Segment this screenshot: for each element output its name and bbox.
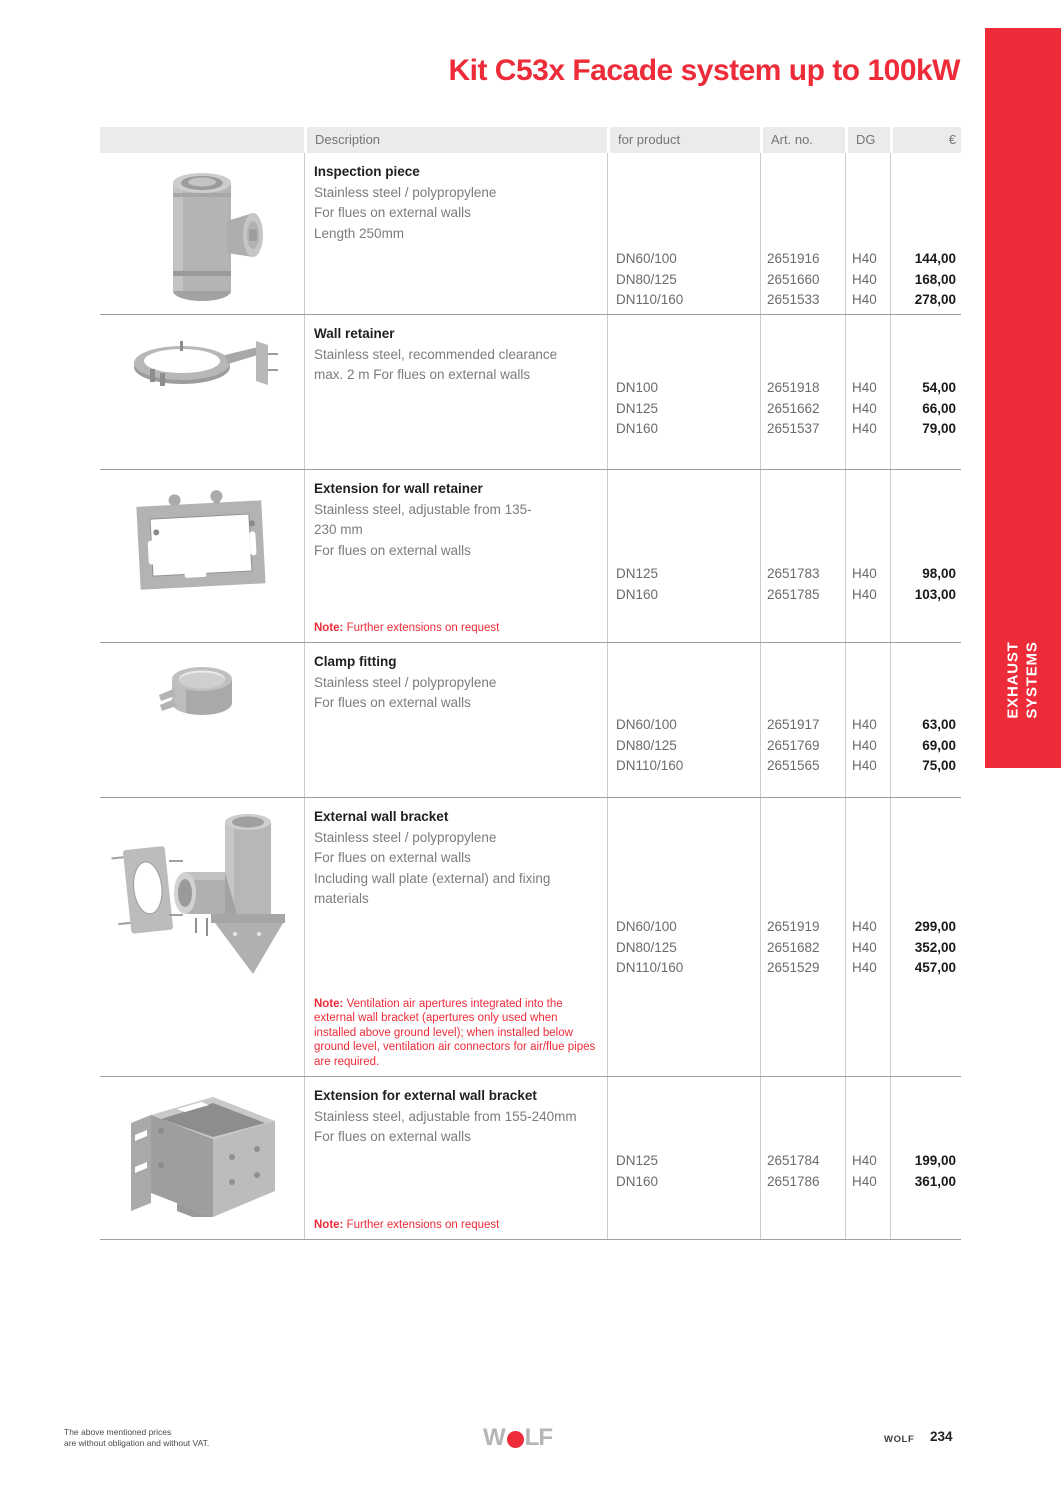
variant-price: 144,00 — [914, 251, 956, 266]
wall-retainer-icon — [122, 327, 282, 407]
external-wall-bracket-icon — [107, 810, 297, 990]
wolf-logo — [483, 1426, 552, 1450]
price-column — [890, 153, 961, 314]
description-line: Stainless steel / polypropylene — [314, 829, 497, 845]
inspection-piece-icon — [127, 165, 277, 307]
variant-dg: H40 — [852, 586, 877, 602]
product-note — [314, 1218, 597, 1233]
product-description — [314, 345, 597, 386]
product-description — [314, 500, 597, 562]
art-no-column — [760, 470, 845, 642]
description-cell — [304, 153, 607, 314]
variant-price: 63,00 — [922, 717, 956, 732]
art-no-column — [760, 315, 845, 469]
variant-price: 457,00 — [914, 960, 956, 975]
dg-column — [845, 315, 890, 469]
variant-dg: H40 — [852, 1153, 877, 1168]
product-name: Clamp fitting — [314, 654, 397, 669]
variant-dg: H40 — [852, 566, 877, 581]
variant-dg: H40 — [852, 251, 877, 266]
price-column — [890, 798, 961, 1076]
external-wall-bracket-extension-image — [100, 1077, 304, 1239]
description-cell — [304, 643, 607, 797]
variant-art-no: 2651916 — [767, 251, 820, 266]
table-row — [100, 470, 961, 643]
variant-price: 98,00 — [922, 566, 956, 581]
external-wall-bracket-extension-icon — [117, 1089, 287, 1217]
product-name: External wall bracket — [314, 809, 449, 824]
note-text: Further extensions on request — [343, 1218, 500, 1231]
variant-for-product: DN60/100 — [616, 919, 677, 934]
description-line: Stainless steel / polypropylene — [314, 674, 497, 690]
for-product-column — [607, 470, 760, 642]
note-label: Note: — [314, 997, 344, 1010]
product-description — [314, 673, 597, 714]
variant-art-no: 2651785 — [767, 586, 820, 602]
table-row — [100, 1077, 961, 1240]
variant-price: 299,00 — [914, 919, 956, 934]
variant-for-product: DN60/100 — [616, 251, 677, 266]
for-product-column — [607, 153, 760, 314]
section-tab-line2: SYSTEMS — [1024, 641, 1042, 719]
variant-for-product: DN80/125 — [616, 939, 677, 955]
description-line: For flues on external walls — [314, 542, 471, 558]
variant-price: 352,00 — [914, 939, 956, 955]
variant-for-product: DN60/100 — [616, 717, 677, 732]
variant-price: 103,00 — [914, 586, 956, 602]
variant-dg: H40 — [852, 737, 877, 753]
variant-dg: H40 — [852, 1173, 877, 1189]
price-column — [890, 643, 961, 797]
dg-column — [845, 1077, 890, 1239]
wolf-logo-red-dot-icon — [507, 1431, 524, 1448]
variant-price: 69,00 — [922, 737, 956, 753]
variant-art-no: 2651769 — [767, 737, 820, 753]
variant-dg: H40 — [852, 421, 877, 436]
wall-retainer-image — [100, 315, 304, 469]
variant-dg: H40 — [852, 758, 877, 773]
table-header-row — [100, 127, 961, 153]
variant-for-product: DN80/125 — [616, 271, 677, 287]
header-for-product: for product — [607, 127, 760, 153]
variant-price: 168,00 — [914, 271, 956, 287]
for-product-column — [607, 315, 760, 469]
dg-column — [845, 798, 890, 1076]
product-note — [314, 621, 597, 636]
for-product-column — [607, 643, 760, 797]
product-note — [314, 997, 597, 1070]
price-column — [890, 470, 961, 642]
description-line: For flues on external walls — [314, 205, 471, 220]
variant-dg: H40 — [852, 292, 877, 307]
variant-for-product: DN125 — [616, 400, 659, 416]
variant-price: 278,00 — [914, 292, 956, 307]
variant-art-no: 2651537 — [767, 421, 820, 436]
variant-for-product: DN125 — [616, 1153, 659, 1168]
price-column — [890, 1077, 961, 1239]
description-line: For flues on external walls — [314, 850, 471, 865]
product-name: Wall retainer — [314, 326, 395, 341]
variant-dg: H40 — [852, 400, 877, 416]
art-no-column — [760, 1077, 845, 1239]
page-number: 234 — [930, 1429, 953, 1444]
variant-art-no: 2651533 — [767, 292, 820, 307]
header-description: Description — [304, 127, 607, 153]
description-line: 230 mm — [314, 522, 363, 537]
description-line: Stainless steel / polypropylene — [314, 184, 497, 200]
variant-for-product: DN160 — [616, 586, 659, 602]
art-no-column — [760, 643, 845, 797]
note-text: Further extensions on request — [343, 621, 500, 634]
variant-dg: H40 — [852, 939, 877, 955]
variant-price: 199,00 — [914, 1153, 956, 1168]
variant-dg: H40 — [852, 271, 877, 287]
variant-for-product: DN110/160 — [616, 758, 684, 773]
variant-price: 75,00 — [922, 758, 956, 773]
variant-dg: H40 — [852, 380, 877, 395]
section-tab-line1: EXHAUST — [1005, 641, 1023, 719]
variant-dg: H40 — [852, 717, 877, 732]
variant-art-no: 2651682 — [767, 939, 820, 955]
variant-for-product: DN80/125 — [616, 737, 677, 753]
price-column — [890, 315, 961, 469]
variant-price: 54,00 — [922, 380, 956, 395]
product-table — [100, 127, 961, 1240]
header-art-no: Art. no. — [760, 127, 845, 153]
description-line: For flues on external walls — [314, 695, 471, 710]
note-label: Note: — [314, 621, 344, 634]
variant-for-product: DN110/160 — [616, 292, 684, 307]
description-cell — [304, 798, 607, 1076]
external-wall-bracket-image — [100, 798, 304, 1076]
variant-art-no: 2651784 — [767, 1153, 820, 1168]
variant-art-no: 2651918 — [767, 380, 820, 395]
description-line: materials — [314, 891, 369, 906]
section-tab — [985, 28, 1061, 768]
header-price-euro: € — [890, 127, 961, 153]
table-row — [100, 153, 961, 315]
variant-art-no: 2651662 — [767, 400, 820, 416]
header-dg: DG — [845, 127, 890, 153]
section-tab-label — [985, 632, 1061, 728]
variant-for-product: DN100 — [616, 380, 659, 395]
description-line: For flues on external walls — [314, 1129, 471, 1144]
table-row — [100, 315, 961, 470]
wolf-logo-w: W — [483, 1424, 505, 1451]
variant-art-no: 2651917 — [767, 717, 820, 732]
description-line: Including wall plate (external) and fixing — [314, 870, 551, 886]
note-label: Note: — [314, 1218, 344, 1231]
for-product-column — [607, 1077, 760, 1239]
art-no-column — [760, 153, 845, 314]
variant-for-product: DN110/160 — [616, 960, 684, 975]
product-description — [314, 1107, 597, 1148]
variant-dg: H40 — [852, 919, 877, 934]
footer-brand: WOLF — [884, 1434, 915, 1445]
clamp-fitting-image — [100, 643, 304, 797]
art-no-column — [760, 798, 845, 1076]
description-line: Length 250mm — [314, 225, 405, 241]
product-description — [314, 828, 597, 910]
description-line: Stainless steel, recommended clearance — [314, 346, 558, 362]
description-line: max. 2 m For flues on external walls — [314, 367, 531, 382]
table-row — [100, 798, 961, 1077]
variant-art-no: 2651529 — [767, 960, 820, 975]
variant-for-product: DN160 — [616, 1173, 659, 1189]
product-table-body — [100, 153, 961, 1240]
description-line: Stainless steel, adjustable from 135- — [314, 501, 532, 517]
product-name: Extension for wall retainer — [314, 481, 483, 496]
variant-price: 66,00 — [922, 400, 956, 416]
clamp-fitting-icon — [147, 657, 257, 725]
variant-art-no: 2651565 — [767, 758, 820, 773]
variant-art-no: 2651919 — [767, 919, 820, 934]
note-text: Ventilation air apertures integrated into the external wall bracket (apertures only used when installed above ground level); when installed below ground level, ventilation air connectors for air/flue pipes are required. — [314, 997, 596, 1068]
dg-column — [845, 643, 890, 797]
product-name: Inspection piece — [314, 164, 420, 179]
variant-for-product: DN125 — [616, 566, 659, 581]
dg-column — [845, 470, 890, 642]
for-product-column — [607, 798, 760, 1076]
description-cell — [304, 470, 607, 642]
page-title: Kit C53x Facade system up to 100kW — [448, 54, 960, 87]
header-image-column — [100, 127, 304, 153]
variant-price: 361,00 — [914, 1173, 956, 1189]
variant-dg: H40 — [852, 960, 877, 975]
product-description — [314, 183, 597, 245]
dg-column — [845, 153, 890, 314]
variant-art-no: 2651783 — [767, 566, 820, 581]
price-disclaimer-line2: are without obligation and without VAT. — [64, 1438, 210, 1448]
variant-art-no: 2651660 — [767, 271, 820, 287]
product-name: Extension for external wall bracket — [314, 1088, 537, 1103]
description-line: Stainless steel, adjustable from 155-240mm — [314, 1108, 577, 1124]
price-disclaimer — [64, 1427, 209, 1449]
wall-retainer-extension-icon — [127, 486, 277, 598]
wall-retainer-extension-image — [100, 470, 304, 642]
variant-for-product: DN160 — [616, 421, 659, 436]
inspection-piece-image — [100, 153, 304, 314]
wolf-logo-lf: LF — [524, 1424, 552, 1451]
variant-art-no: 2651786 — [767, 1173, 820, 1189]
description-cell — [304, 315, 607, 469]
variant-price: 79,00 — [922, 421, 956, 436]
description-cell — [304, 1077, 607, 1239]
price-disclaimer-line1: The above mentioned prices — [64, 1427, 172, 1437]
table-row — [100, 643, 961, 798]
